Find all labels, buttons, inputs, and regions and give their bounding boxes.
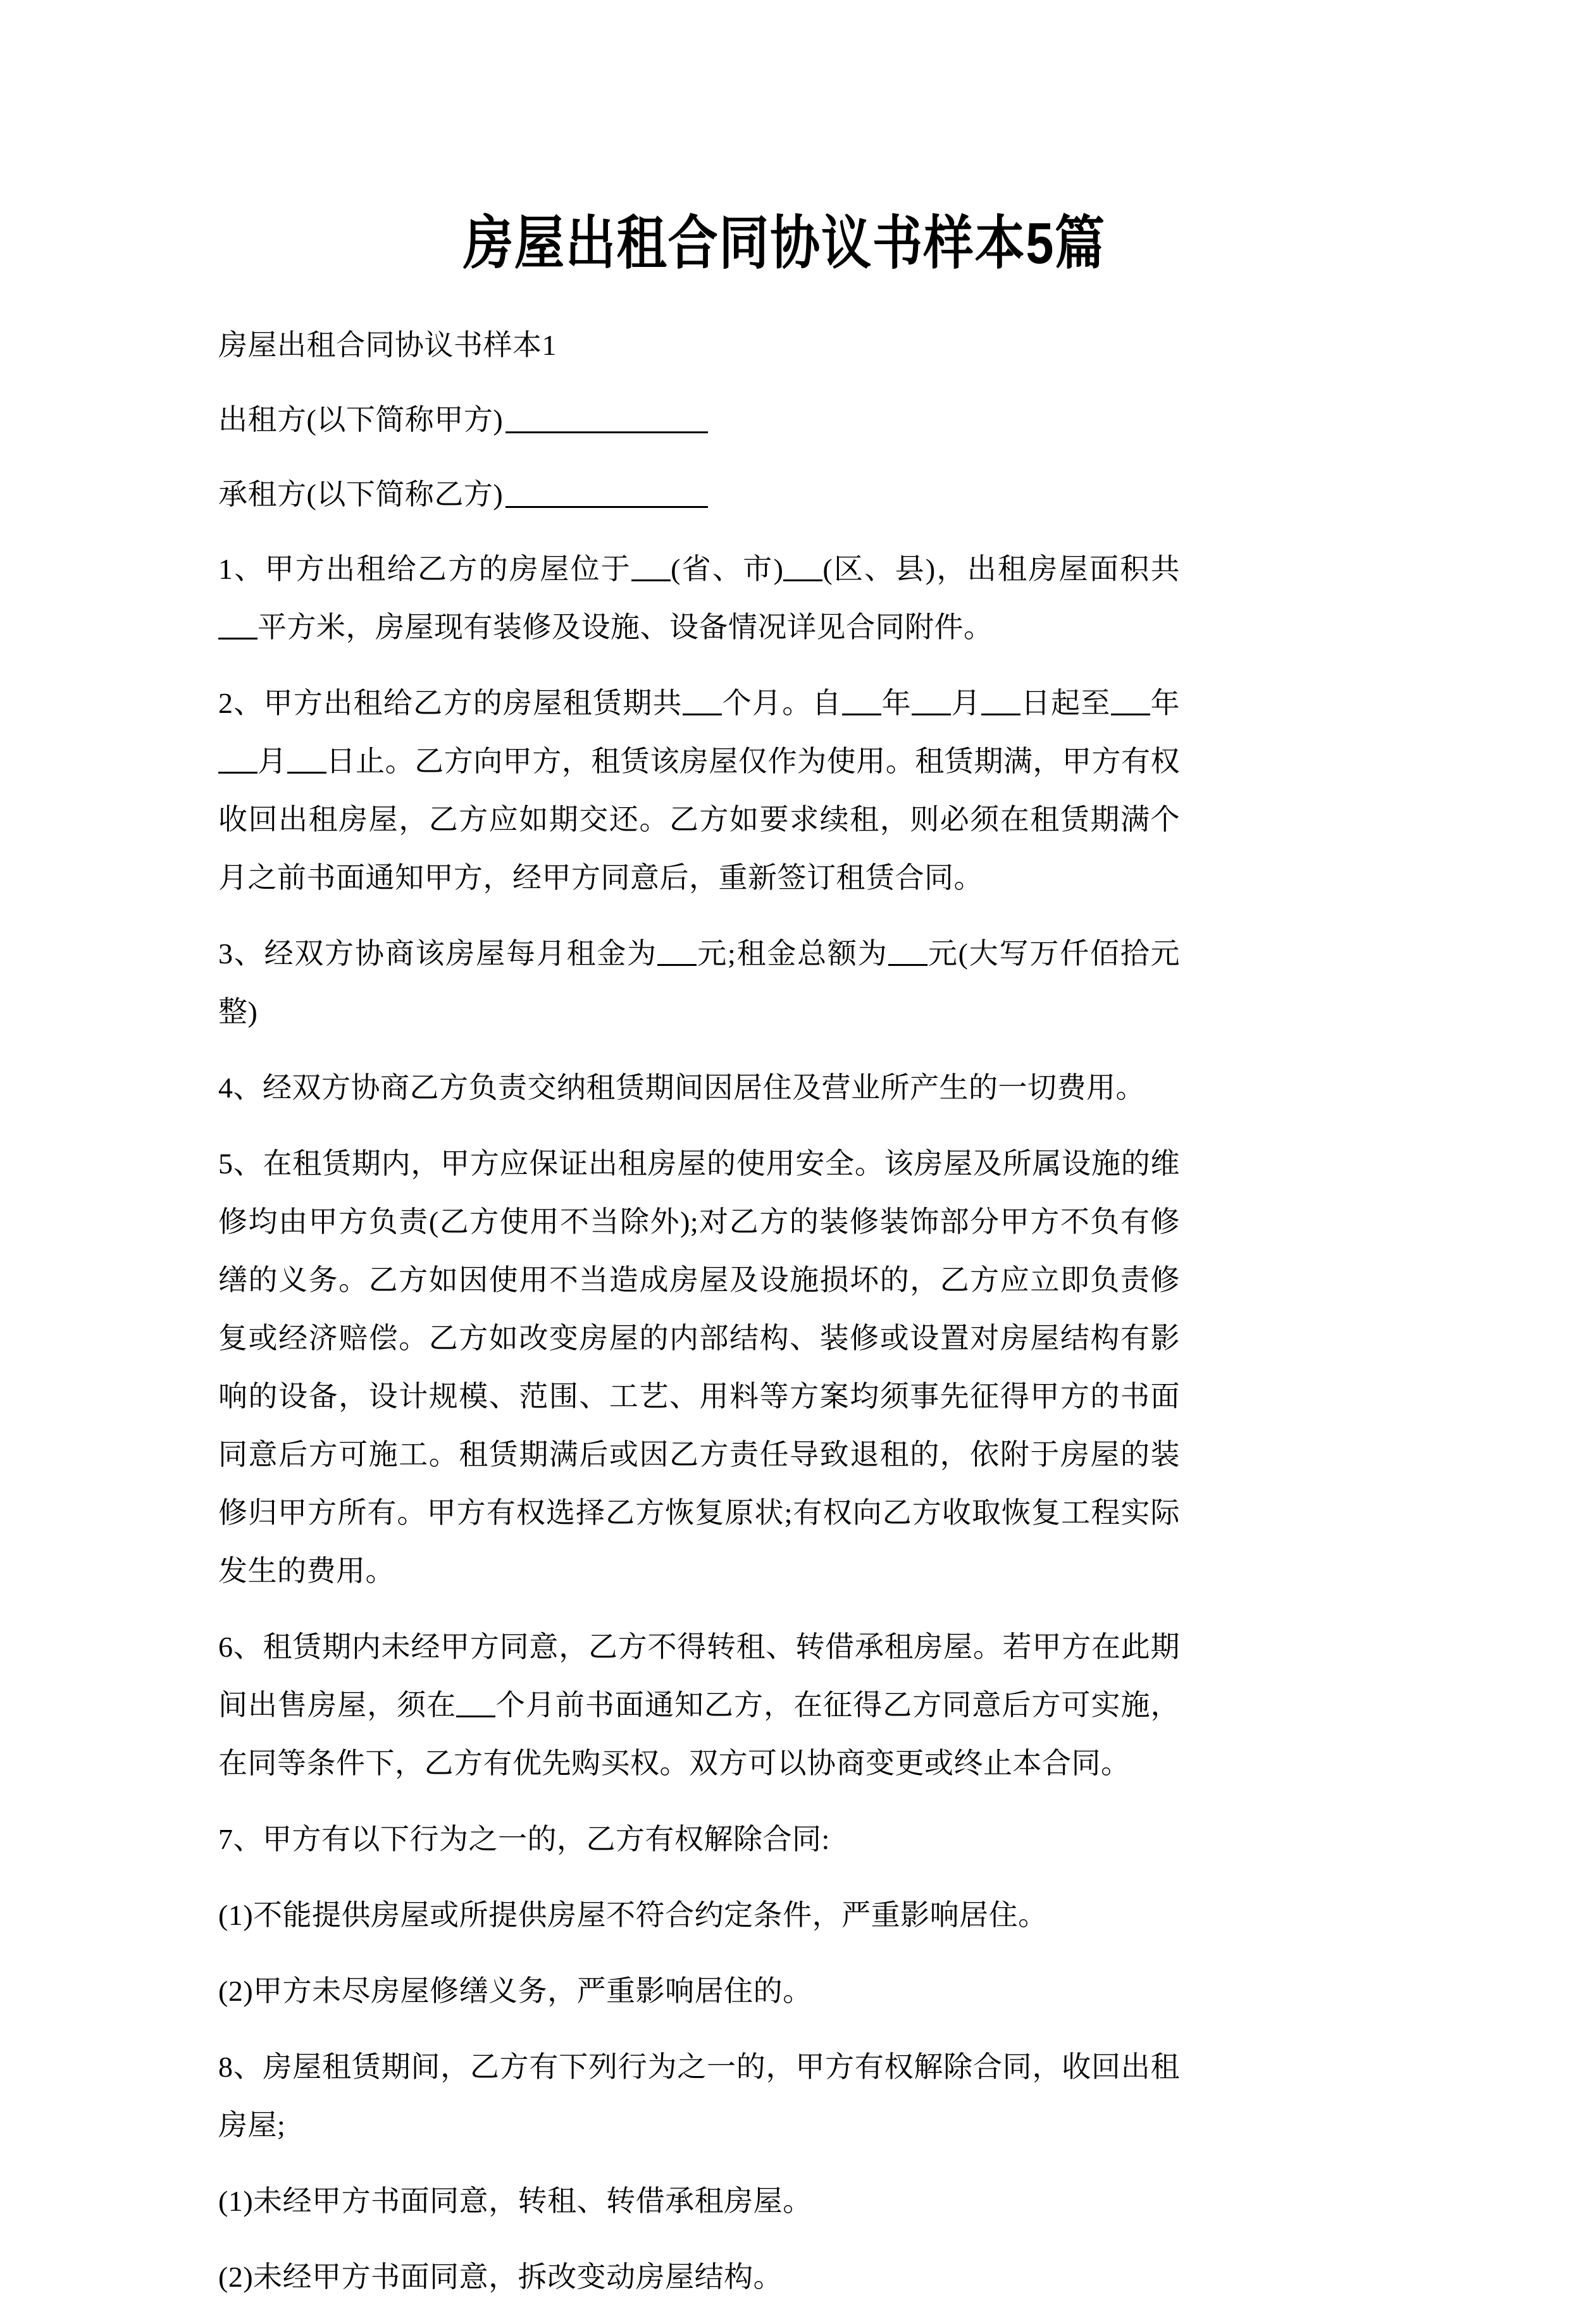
clause-2-blank-end-day[interactable] [287, 750, 326, 774]
clause-4-number: 4、 [218, 1072, 263, 1104]
clause-4-text: 经双方协商乙方负责交纳租赁期间因居住及营业所产生的一切费用。 [263, 1072, 1145, 1104]
clause-3-text-a: 经双方协商该房屋每月租金为 [264, 937, 657, 970]
clause-6-text-b: 个月前书面通知乙方，在征得乙方同意后方可实施，在同等条件下，乙方有优先购买权。双方可以协商变更或终止本合同。 [218, 1689, 1181, 1779]
clause-1-text-c: (区、县)，出租房屋面积共 [822, 553, 1181, 585]
clause-3-blank-total-rent[interactable] [888, 943, 927, 966]
clause-7-sub-1: (1)不能提供房屋或所提供房屋不符合约定条件，严重影响居住。 [218, 1899, 1048, 1931]
clause-2-text-h: 日止。乙方向甲方，租赁该房屋仅作为使用。租赁期满，甲方有权收回出租房屋，乙方应如期交还。乙方如要求续租，则必须在租赁期满个月之前书面通知甲方，经甲方同意后，重新签订租赁合同。 [218, 745, 1181, 894]
clause-6-blank-notice-months[interactable] [456, 1694, 495, 1717]
clause-2-text-e: 日起至 [1020, 687, 1111, 719]
clause-1-text-d: 平方米，房屋现有装修及设施、设备情况详见合同附件。 [257, 611, 993, 643]
clause-1-blank-province[interactable] [631, 558, 671, 581]
clause-2-text-c: 年 [881, 687, 912, 719]
clause-5 [218, 1135, 1180, 1600]
clause-2-text-a: 甲方出租给乙方的房屋租赁期共 [263, 687, 683, 719]
clause-6-text-a: 租赁期内未经甲方同意，乙方不得转租、转借承租房屋。若甲方在此期间出售房屋，须在 [218, 1631, 1180, 1721]
clause-5-text: 在租赁期内，甲方应保证出租房屋的使用安全。该房屋及所属设施的维修均由甲方负责(乙方使用不当除外);对乙方的装修装饰部分甲方不负有修缮的义务。乙方如因使用不当造成房屋及设施损坏的，乙方应立即负责修复或经济赔偿。乙方如改变房屋的内部结构、装修或设置对房屋结构有影响的设备，设计规模、范围、工艺、用料等方案均须事先征得甲方的书面同意后方可施工。租赁期满后或因乙方责任导致退租的，依附于房屋的装修归甲方所有。甲方有权选择乙方恢复原状;有权向乙方收取恢复工程实际发生的费用。 [218, 1147, 1180, 1587]
clause-3-number: 3、 [218, 937, 264, 970]
clause-7-text: 甲方有以下行为之一的，乙方有权解除合同: [263, 1823, 830, 1855]
clause-1-text-b: (省、市) [671, 553, 784, 585]
clause-2-text-b: 个月。自 [721, 687, 842, 719]
clause-1-text-a: 甲方出租给乙方的房屋位于 [264, 553, 632, 585]
clause-5-number: 5、 [218, 1147, 263, 1180]
clause-8-sub-1: (1)未经甲方书面同意，转租、转借承租房屋。 [218, 2185, 812, 2217]
clause-6 [218, 1618, 1180, 1793]
lessor-blank[interactable] [505, 406, 708, 433]
clause-2-text-g: 月 [257, 745, 287, 777]
clause-2-text-f: 年 [1150, 687, 1181, 719]
clause-1-blank-district[interactable] [783, 558, 822, 581]
clause-2-blank-start-day[interactable] [981, 692, 1020, 715]
clause-2-blank-months[interactable] [683, 692, 722, 715]
clause-7 [218, 1810, 1180, 1869]
lessee-line [218, 466, 1180, 524]
clause-2-blank-end-year[interactable] [1111, 692, 1150, 715]
clause-8-sub-2: (2)未经甲方书面同意，拆改变动房屋结构。 [218, 2261, 783, 2293]
clause-2-blank-start-year[interactable] [842, 692, 881, 715]
clause-4 [218, 1059, 1180, 1117]
clause-8-number: 8、 [218, 2051, 263, 2083]
document-body [218, 316, 1180, 2324]
clause-3-blank-monthly-rent[interactable] [657, 943, 697, 966]
clause-6-number: 6、 [218, 1631, 263, 1663]
section-heading: 房屋出租合同协议书样本1 [218, 329, 557, 361]
page-title: 房屋出租合同协议书样本5篇 [463, 211, 1106, 276]
clause-3 [218, 925, 1180, 1041]
lessee-label: 承租方(以下简称乙方) [218, 478, 504, 510]
clause-1-number: 1、 [218, 553, 265, 585]
clause-2 [218, 674, 1180, 907]
clause-3-text-c: 元(大写万仟佰拾元整) [218, 937, 1181, 1028]
clause-2-blank-end-month[interactable] [218, 750, 257, 774]
lessor-line [218, 391, 1180, 449]
clause-7-sub-2: (2)甲方未尽房屋修缮义务，严重影响居住的。 [218, 1975, 812, 2007]
lessee-blank[interactable] [505, 481, 708, 508]
clause-2-text-d: 月 [950, 687, 982, 719]
clause-3-text-b: 元;租金总额为 [696, 937, 888, 970]
clause-8-text: 房屋租赁期间，乙方有下列行为之一的，甲方有权解除合同，收回出租房屋; [218, 2051, 1180, 2141]
clause-1-blank-area[interactable] [218, 616, 257, 640]
clause-8 [218, 2038, 1180, 2154]
clause-1 [218, 540, 1180, 657]
lessor-label: 出租方(以下简称甲方) [218, 404, 504, 436]
clause-2-number: 2、 [218, 687, 264, 719]
clause-2-blank-start-month[interactable] [912, 692, 951, 715]
clause-7-number: 7、 [218, 1823, 263, 1855]
